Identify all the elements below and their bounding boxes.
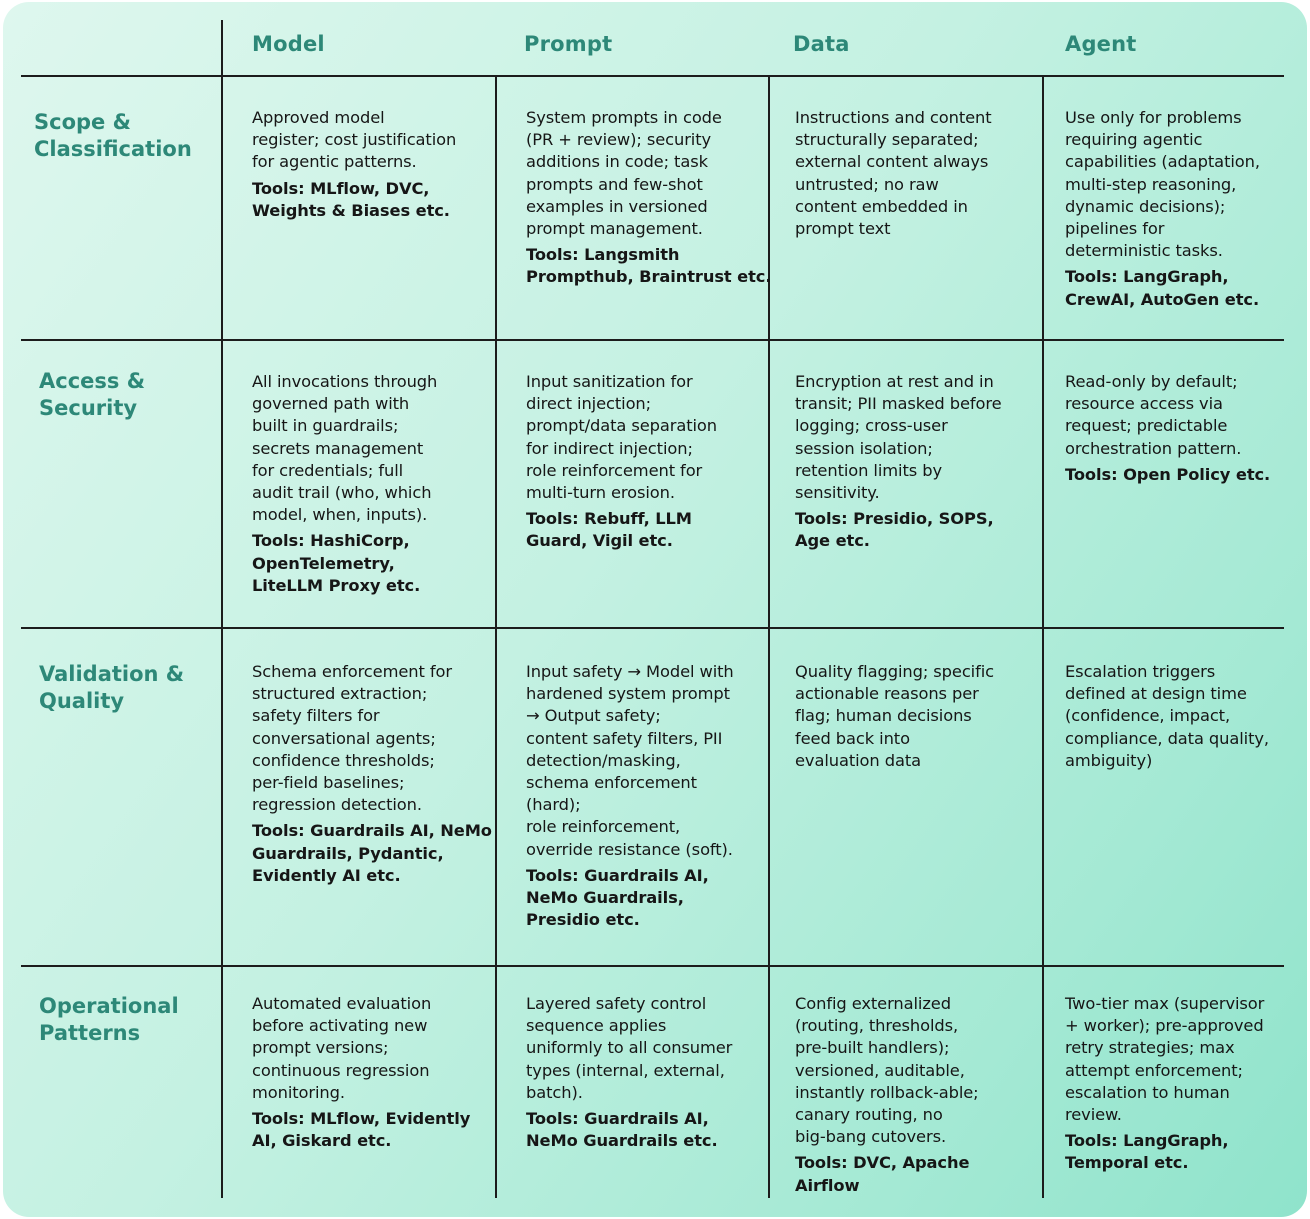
column-header-data: Data	[793, 32, 850, 56]
cell-tools: Tools: LangGraph, CrewAI, AutoGen etc.	[1065, 267, 1260, 309]
cell-description: System prompts in code (PR + review); security additions in code; task prompts and few-shot examples in versioned prompt management.	[526, 108, 722, 239]
col-divider-0	[221, 20, 223, 1198]
cell-description: Two-tier max (supervisor + worker); pre-approved retry strategies; max attempt enforcement; escalation to human review.	[1065, 994, 1265, 1125]
row-header-validation-quality: Validation & Quality	[39, 662, 185, 713]
col-divider-1	[495, 75, 497, 1198]
cell-tools: Tools: Guardrails AI, NeMo Guardrails, Presidio etc.	[526, 865, 709, 930]
cell-access-model	[252, 371, 437, 597]
cell-tools: Tools: HashiCorp, OpenTelemetry, LiteLLM Proxy etc.	[252, 531, 421, 595]
cell-tools: Tools: LangGraph, Temporal etc.	[1065, 1131, 1229, 1173]
cell-description: Use only for problems requiring agentic capabilities (adaptation, multi-step reasoning, dynamic decisions); pipelines for deterministic tasks.	[1065, 108, 1260, 261]
cell-description: Config externalized (routing, thresholds, pre-built handlers); versioned, auditable, instantly rollback-able; canary routing, no big-bang cutovers.	[795, 994, 979, 1147]
cell-operational-model	[252, 993, 470, 1152]
row-header-operational-patterns: Operational Patterns	[39, 994, 179, 1045]
cell-description: Input safety → Model with hardened system prompt → Output safety; content safety filters, PII detection/masking, schema enforcement (hard); role reinforcement, override resistance (soft).	[526, 662, 734, 859]
cell-description: Automated evaluation before activating new prompt versions; continuous regression monitoring.	[252, 994, 432, 1102]
cell-access-prompt	[526, 371, 717, 553]
cell-tools: Tools: Langsmith Prompthub, Braintrust etc.	[526, 245, 772, 287]
cell-scope-data	[795, 107, 992, 240]
row-header-scope-classification: Scope & Classification	[34, 110, 192, 161]
row-divider-1	[21, 339, 1284, 341]
column-header-model: Model	[252, 32, 325, 56]
cell-description: Escalation triggers defined at design time (confidence, impact, compliance, data quality, ambiguity)	[1065, 662, 1269, 770]
header-divider	[21, 75, 1284, 77]
col-divider-3	[1042, 75, 1044, 1198]
column-header-prompt: Prompt	[524, 32, 613, 56]
cell-description: Input sanitization for direct injection; prompt/data separation for indirect injection; role reinforcement for multi-turn erosion.	[526, 372, 718, 503]
cell-tools: Tools: Presidio, SOPS, Age etc.	[795, 509, 994, 551]
row-divider-3	[21, 965, 1284, 967]
cell-validation-agent	[1065, 661, 1269, 772]
cell-tools: Tools: Rebuff, LLM Guard, Vigil etc.	[526, 509, 692, 551]
cell-validation-data	[795, 661, 994, 772]
cell-access-data	[795, 371, 1002, 553]
cell-validation-model	[252, 661, 492, 887]
cell-scope-model	[252, 107, 456, 222]
cell-description: Layered safety control sequence applies uniformly to all consumer types (internal, external, batch).	[526, 994, 733, 1102]
cell-tools: Tools: Guardrails AI, NeMo Guardrails etc.	[526, 1109, 718, 1151]
cell-tools: Tools: MLflow, Evidently AI, Giskard etc.	[252, 1109, 471, 1151]
cell-description: Encryption at rest and in transit; PII masked before logging; cross-user session isolation; retention limits by sensitivity.	[795, 372, 1002, 503]
cell-tools: Tools: DVC, Apache Airflow	[795, 1153, 970, 1195]
governance-matrix-card	[3, 2, 1307, 1217]
cell-validation-prompt	[526, 661, 734, 931]
cell-tools: Tools: Open Policy etc.	[1065, 464, 1271, 484]
cell-tools: Tools: MLflow, DVC, Weights & Biases etc.	[252, 178, 450, 220]
cell-access-agent	[1065, 371, 1270, 486]
cell-operational-data	[795, 993, 979, 1197]
cell-description: Quality flagging; specific actionable reasons per flag; human decisions feed back into evaluation data	[795, 662, 995, 770]
cell-operational-prompt	[526, 993, 732, 1152]
cell-scope-agent	[1065, 107, 1260, 311]
cell-tools: Tools: Guardrails AI, NeMo Guardrails, Pydantic, Evidently AI etc.	[252, 821, 492, 885]
cell-description: Instructions and content structurally separated; external content always untrusted; no raw content embedded in prompt text	[795, 108, 992, 239]
cell-scope-prompt	[526, 107, 771, 289]
cell-description: Read-only by default; resource access via request; predictable orchestration pattern.	[1065, 372, 1242, 458]
cell-description: Approved model register; cost justification for agentic patterns.	[252, 108, 457, 172]
row-divider-2	[21, 627, 1284, 629]
row-header-access-security: Access & Security	[39, 369, 146, 420]
column-header-agent: Agent	[1065, 32, 1137, 56]
cell-description: Schema enforcement for structured extraction; safety filters for conversational agents; confidence thresholds; per-field baselines; regression detection.	[252, 662, 452, 815]
cell-description: All invocations through governed path with built in guardrails; secrets management for credentials; full audit trail (who, which model, when, inputs).	[252, 372, 438, 525]
cell-operational-agent	[1065, 993, 1264, 1175]
